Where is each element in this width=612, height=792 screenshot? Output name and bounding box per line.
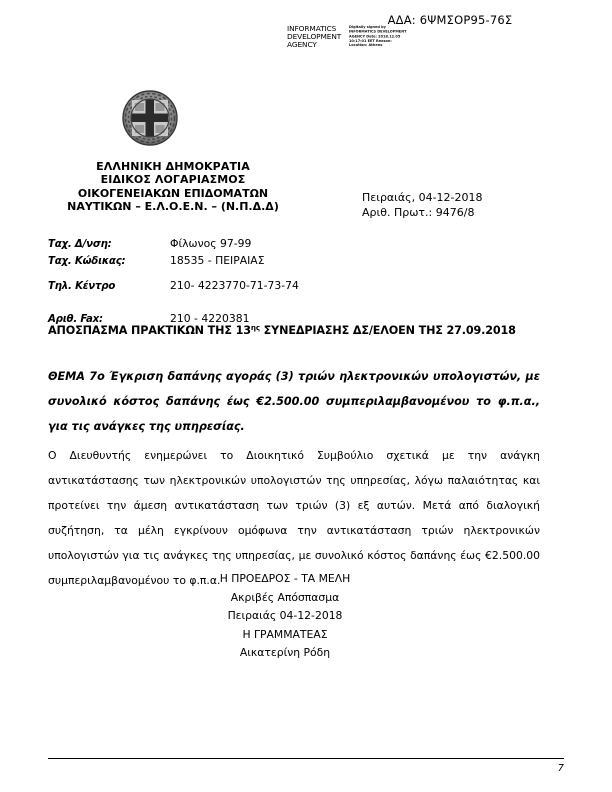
org-line-4: ΝΑΥΤΙΚΩΝ – Ε.Λ.Ο.Ε.Ν. – (Ν.Π.Δ.Δ) (67, 200, 279, 214)
contact-details (48, 236, 448, 328)
signoff-line-secretary-title: Η ΓΡΑΜΜΑΤΕΑΣ (242, 627, 328, 641)
signoff-line-place-date: Πειραιάς 04-12-2018 (227, 609, 343, 622)
extract-title-before: ΑΠΟΣΠΑΣΜΑ ΠΡΑΚΤΙΚΩΝ ΤΗΣ 13 (48, 324, 251, 337)
signature-details: Digitally signed by INFORMATICS DEVELOPMENT AGENCY Date: 2018.12.05 10:17:01 EET Reason: Location: Athens (349, 25, 407, 48)
contact-row (48, 253, 448, 270)
address-label: Ταχ. Δ/νση: (48, 239, 112, 250)
page-number: 7 (557, 763, 564, 774)
digital-signature-stamp (287, 25, 412, 50)
ada-code: ΑΔΑ: 6ΨΜΣΟΡ95-76Σ (387, 13, 513, 27)
fax-value: 210 - 4220381 (170, 312, 250, 325)
signature-agency-name: INFORMATICS DEVELOPMENT AGENCY (287, 24, 342, 50)
org-line-1: ΕΛΛΗΝΙΚΗ ΔΗΜΟΚΡΑΤΙΑ (96, 160, 250, 173)
extract-title-ordinal: ης (250, 323, 260, 332)
fax-label: Αριθ. Fax: (48, 314, 103, 325)
footer-divider (48, 758, 564, 759)
ada-signature-band (0, 8, 612, 70)
extract-title (48, 323, 564, 337)
signoff-line-certified: Ακριβές Απόσπασμα (230, 590, 340, 604)
signoff-line-secretary-name: Αικατερίνη Ρόδη (239, 646, 331, 659)
protocol-number: Αριθ. Πρωτ.: 9476/8 (362, 206, 475, 219)
postal-code-value: 18535 - ΠΕΙΡΑΙΑΣ (170, 254, 265, 267)
org-line-2: ΕΙΔΙΚΟΣ ΛΟΓΑΡΙΑΣΜΟΣ (100, 173, 246, 187)
signoff-block (160, 570, 410, 663)
organisation-header (48, 160, 298, 214)
place-and-date: Πειραιάς, 04-12-2018 (362, 191, 483, 204)
org-line-3: ΟΙΚΟΓΕΝΕΙΑΚΩΝ ΕΠΙΔΟΜΑΤΩΝ (77, 186, 269, 200)
phone-value: 210- 4223770-71-73-74 (170, 279, 299, 292)
postal-code-label: Ταχ. Κώδικας: (48, 256, 126, 267)
address-value: Φίλωνος 97-99 (170, 237, 252, 250)
contact-row (48, 278, 448, 295)
contact-row (48, 236, 448, 253)
body-paragraph: Ο Διευθυντής ενημερώνει το Διοικητικό Συμβούλιο σχετικά με την ανάγκη αντικατάστασης των ηλεκτρονικών υπολογιστών της υπηρεσίας, λόγω παλαιότητας και προτείνει την άμεση αντικατάσταση των τριών (3) εξ αυτών. Μετά από διαλογική συζήτηση, τα μέλη εγκρίνουν ομόφωνα την αντικατάσταση τριών ηλεκτρονικών υπολογιστών για τις ανάγκες της υπηρεσίας, με συνολικό κόστος δαπάνης έως €2.500.00 συμπεριλαμβανομένου το φ.π.α. (48, 449, 540, 587)
subject-paragraph: ΘΕΜΑ 7ο Έγκριση δαπάνης αγοράς (3) τριών ηλεκτρονικών υπολογιστών, με συνολικό κόστος δαπάνης έως €2.500.00 συμπεριλαμβανομένου το φ.π.α., για τις ανάγκες της υπηρεσίας. (48, 370, 540, 433)
extract-title-after: ΣΥΝΕΔΡΙΑΣΗΣ ΔΣ/ΕΛΟΕΝ ΤΗΣ 27.09.2018 (259, 324, 516, 337)
hellenic-republic-emblem-icon (118, 88, 182, 150)
document-meta (362, 190, 483, 220)
phone-label: Τηλ. Κέντρο (48, 281, 116, 292)
signoff-line-president: Η ΠΡΟΕΔΡΟΣ - ΤΑ ΜΕΛΗ (219, 572, 351, 585)
